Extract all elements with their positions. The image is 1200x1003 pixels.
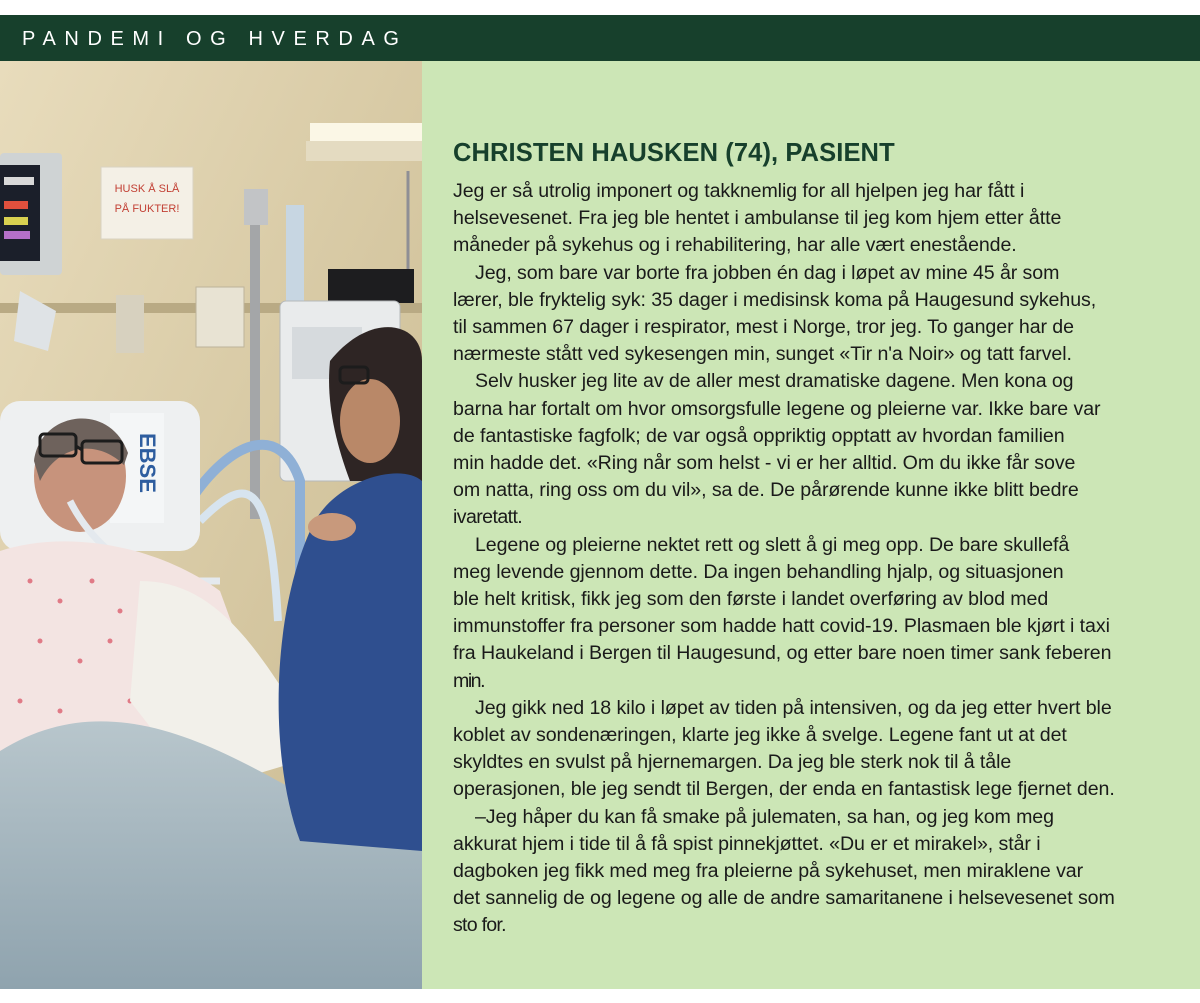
body-line: –Jeg håper du kan få smake på julematen, sa han, og jeg kom meg [475,805,1054,828]
body-line: barna har fortalt om hvor omsorgsfulle legene og pleierne var. Ikke bare var [453,397,1101,420]
body-line: min. [453,669,485,692]
section-header-bar [0,15,1200,61]
body-line: akkurat hjem i tide til å få spist pinnekjøttet. «Du er et mirakel», står i [453,832,1041,855]
body-line: operasjonen, ble jeg sendt til Bergen, der enda en fantastisk lege fjernet den. [453,778,1115,801]
body-line: helsevesenet. Fra jeg ble hentet i ambulanse til jeg kom hjem etter åtte [453,207,1062,230]
body-line: sto for. [453,914,506,937]
hospital-photo [0,61,422,989]
body-line: meg levende gjennom dette. Da ingen behandling hjalp, og situasjonen [453,560,1064,583]
article-body [453,178,1197,940]
article-title: CHRISTEN HAUSKEN (74), PASIENT [453,139,895,167]
body-line: de fantastiske fagfolk; de var også oppriktig opptatt av hvordan familien [453,424,1065,447]
body-line: det sannelig de og legene og alle de andre samaritanene i helsevesenet som [453,887,1115,910]
body-line: Selv husker jeg lite av de aller mest dramatiske dagene. Men kona og [475,370,1074,393]
body-line: fra Haukeland i Bergen til Haugesund, og etter bare noen timer sank feberen [453,642,1112,665]
body-line: Jeg, som bare var borte fra jobben én dag i løpet av mine 45 år som [475,261,1060,284]
body-line: nærmeste stått ved sykesengen min, sunget «Tir n'a Noir» og tatt farvel. [453,343,1072,366]
body-line: Jeg er så utrolig imponert og takknemlig for all hjelpen jeg har fått i [453,180,1025,202]
body-line: om natta, ring oss om du vil», sa de. De pårørende kunne ikke blitt bedre [453,479,1079,502]
body-line: lærer, ble fryktelig syk: 35 dager i medisinsk koma på Haugesund sykehus, [453,288,1097,311]
body-line: Jeg gikk ned 18 kilo i løpet av tiden på intensiven, og da jeg etter hvert ble [475,696,1112,719]
body-line: min hadde det. «Ring når som helst - vi er her alltid. Om du ikke får sove [453,452,1076,475]
body-line: koblet av sondenæringen, klarte jeg ikke å svelge. Legene fant ut at det [453,724,1067,747]
sign-text-line-1: HUSK Å SLÅ [114,183,180,195]
body-line: ivaretatt. [453,506,523,529]
body-line: immunstoffer fra personer som hadde hatt covid-19. Plasmaen ble kjørt i taxi [453,615,1110,638]
body-line: til sammen 67 dager i respirator, mest i Norge, tror jeg. To ganger har de [453,316,1074,339]
svg-text:EBSE: EBSE [135,433,160,493]
body-line: dagboken jeg fikk med meg fra pleierne på sykehuset, men miraklene var [453,860,1084,883]
humidifier-reminder-sign [101,167,193,239]
body-line: måneder på sykehus og i rehabilitering, har alle vært enestående. [453,234,1017,257]
body-line: ble helt kritisk, fikk jeg som den første i landet overføring av blod med [453,588,1049,611]
section-title: PANDEMI OG HVERDAG [22,28,408,50]
body-line: skyldtes en svulst på hjernemargen. Da jeg ble sterk nok til å tåle [453,751,1012,774]
sign-text-line-2: PÅ FUKTER! [114,203,180,215]
body-line: Legene og pleierne nektet rett og slett å gi meg opp. De bare skullefå [475,533,1070,556]
article-panel [422,61,1200,989]
